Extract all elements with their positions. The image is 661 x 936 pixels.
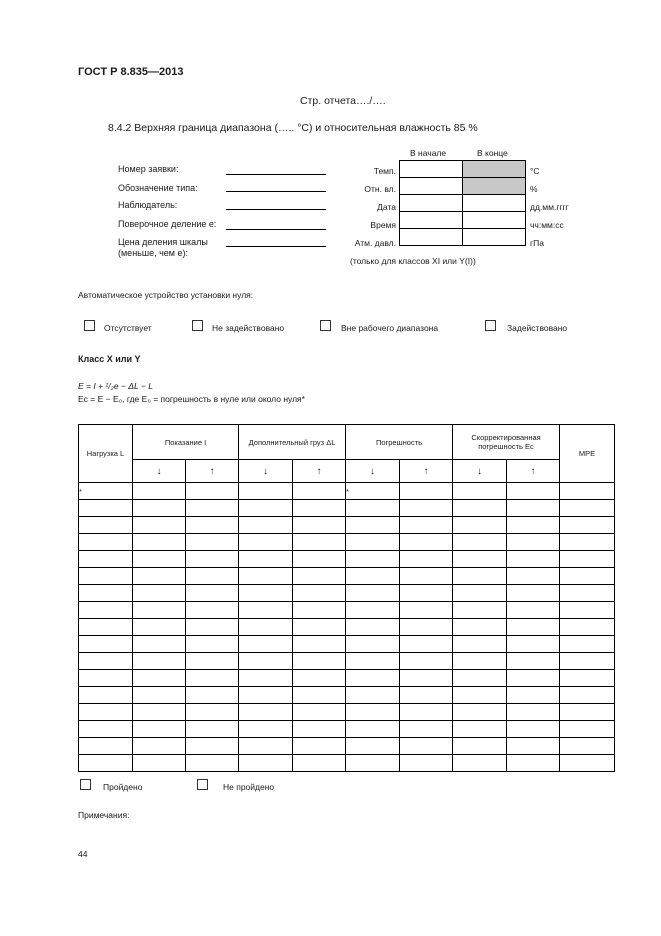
table-cell[interactable] [346,704,400,721]
env-label-pressure: Атм. давл. [354,238,396,248]
env-cell[interactable] [400,178,463,195]
table-cell[interactable] [507,670,560,687]
table-cell[interactable] [293,687,346,704]
table-cell[interactable] [79,670,133,687]
table-cell[interactable] [293,585,346,602]
zero-error-mark[interactable]: * [346,483,400,500]
label-failed: Не пройдено [223,782,275,792]
standard-title: ГОСТ Р 8.835—2013 [78,66,184,78]
table-cell[interactable] [186,738,239,755]
env-unit-humidity: % [530,184,538,194]
table-cell[interactable] [133,653,186,670]
table-row [79,653,615,670]
table-cell[interactable] [79,738,133,755]
env-cell[interactable] [463,229,526,246]
table-cell[interactable] [560,517,615,534]
field-label-scale-division: Цена деления шкалы [118,237,208,247]
table-cell[interactable] [79,653,133,670]
table-cell[interactable] [293,619,346,636]
table-cell[interactable] [133,636,186,653]
table-cell[interactable] [400,704,453,721]
table-cell[interactable] [293,738,346,755]
arrow-up-icon: ↑ [400,460,453,483]
table-cell[interactable] [239,551,293,568]
table-cell[interactable] [507,738,560,755]
table-cell[interactable] [346,585,400,602]
table-cell[interactable] [79,704,133,721]
table-cell[interactable] [293,534,346,551]
env-col-start: В начале [410,148,447,158]
table-cell[interactable] [453,653,507,670]
arrow-up-icon: ↑ [507,460,560,483]
env-cell[interactable] [463,212,526,229]
table-cell[interactable] [239,653,293,670]
table-row [79,602,615,619]
field-line-observer[interactable] [226,209,326,210]
table-cell[interactable] [453,619,507,636]
table-cell[interactable] [507,568,560,585]
table-cell[interactable] [133,500,186,517]
table-cell[interactable] [186,517,239,534]
table-cell[interactable] [453,670,507,687]
arrow-down-icon: ↓ [453,460,507,483]
env-cell-shaded [463,178,526,195]
table-cell[interactable] [346,653,400,670]
table-cell[interactable] [346,551,400,568]
table-cell[interactable] [453,721,507,738]
table-cell[interactable] [346,568,400,585]
field-line-type[interactable] [226,191,326,192]
table-cell[interactable] [346,755,400,772]
env-cell[interactable] [400,229,463,246]
zero-load-mark[interactable]: * [79,483,133,500]
table-cell[interactable] [79,534,133,551]
env-label-date: Дата [377,202,396,212]
table-cell[interactable] [133,517,186,534]
table-cell[interactable] [79,551,133,568]
table-cell[interactable] [400,551,453,568]
table-cell[interactable] [186,568,239,585]
table-cell[interactable] [239,755,293,772]
table-cell[interactable] [507,551,560,568]
table-cell[interactable] [560,568,615,585]
notes-label: Примечания: [78,810,130,820]
table-cell[interactable] [133,585,186,602]
table-cell[interactable] [400,670,453,687]
table-cell[interactable] [186,687,239,704]
table-cell[interactable] [186,619,239,636]
table-cell[interactable] [453,517,507,534]
table-row [79,619,615,636]
table-cell[interactable] [507,704,560,721]
table-cell[interactable] [507,755,560,772]
formula-error: E = I + ¹/₂e − ΔL − L [78,381,153,391]
checkbox-absent[interactable] [84,320,95,331]
table-cell[interactable] [453,602,507,619]
table-cell[interactable] [79,602,133,619]
env-cell-shaded [463,161,526,178]
table-cell[interactable] [79,755,133,772]
table-cell[interactable] [293,551,346,568]
label-used: Задействовано [507,323,568,333]
table-cell[interactable] [293,636,346,653]
table-cell[interactable] [79,500,133,517]
table-cell[interactable] [239,585,293,602]
arrow-down-icon: ↓ [239,460,293,483]
table-cell[interactable] [453,585,507,602]
env-cell[interactable] [400,161,463,178]
env-cell[interactable] [400,212,463,229]
table-cell[interactable] [507,619,560,636]
table-cell[interactable] [293,755,346,772]
table-cell[interactable] [400,517,453,534]
table-cell[interactable] [453,551,507,568]
checkbox-failed[interactable] [197,779,208,790]
table-row [79,534,615,551]
report-page-label: Стр. отчета…./…. [300,95,386,107]
table-cell[interactable] [293,721,346,738]
env-unit-date: дд.мм.гггг [530,202,569,212]
table-cell[interactable] [133,738,186,755]
table-cell[interactable] [560,619,615,636]
table-cell[interactable] [293,500,346,517]
table-cell[interactable] [453,534,507,551]
table-cell[interactable] [507,500,560,517]
table-cell[interactable] [560,585,615,602]
table-cell[interactable] [186,602,239,619]
table-cell[interactable] [346,500,400,517]
zero-device-title: Автоматическое устройство установки нуля: [78,290,254,300]
table-cell[interactable] [507,585,560,602]
env-note: (только для классов XI или Y(I)) [350,256,476,266]
env-label-humidity: Отн. вл. [364,184,396,194]
table-cell[interactable] [453,704,507,721]
table-cell[interactable] [400,755,453,772]
table-row [79,551,615,568]
header-load: Нагрузка L [79,425,133,483]
table-cell[interactable] [79,619,133,636]
table-row [79,704,615,721]
env-unit-temp: °С [530,166,540,176]
table-cell[interactable] [186,670,239,687]
table-cell[interactable] [239,670,293,687]
field-label-type: Обозначение типа: [118,183,198,193]
checkbox-out-of-range[interactable] [320,320,331,331]
table-cell[interactable] [507,653,560,670]
table-cell[interactable] [453,738,507,755]
table-cell[interactable] [560,500,615,517]
table-cell[interactable] [133,602,186,619]
arrow-up-icon: ↑ [186,460,239,483]
table-cell[interactable] [453,568,507,585]
field-line-scale-division[interactable] [226,246,326,247]
table-cell[interactable] [133,619,186,636]
table-cell[interactable] [239,517,293,534]
table-row [79,687,615,704]
table-cell[interactable] [133,704,186,721]
checkbox-used[interactable] [485,320,496,331]
table-row [79,483,615,500]
section-title: 8.4.2 Верхняя граница диапазона (….. °С) и относительная влажность 85 % [108,122,478,134]
table-cell[interactable] [400,636,453,653]
table-cell[interactable] [560,721,615,738]
table-row [79,755,615,772]
env-cell[interactable] [463,195,526,212]
header-indication: Показание I [133,425,239,460]
table-cell[interactable] [239,687,293,704]
table-cell[interactable] [560,602,615,619]
environment-grid [399,160,526,246]
table-cell[interactable] [560,551,615,568]
table-cell[interactable] [400,534,453,551]
table-cell[interactable] [346,670,400,687]
table-cell[interactable] [560,687,615,704]
table-cell[interactable] [186,534,239,551]
table-row [79,738,615,755]
table-cell[interactable] [186,653,239,670]
table-cell[interactable] [400,721,453,738]
table-cell[interactable] [346,636,400,653]
table-row [79,636,615,653]
table-cell[interactable] [400,602,453,619]
table-cell[interactable] [453,755,507,772]
field-line-verification-division[interactable] [226,229,326,230]
table-cell[interactable] [186,755,239,772]
table-cell[interactable] [239,534,293,551]
table-cell[interactable] [239,619,293,636]
field-label-verification-division: Поверочное деление е: [118,219,217,229]
measurement-table [78,424,615,772]
label-absent: Отсутствует [104,323,152,333]
checkbox-passed[interactable] [80,779,91,790]
table-cell[interactable] [293,653,346,670]
table-cell[interactable] [346,602,400,619]
env-unit-time: чч:мм:сс [530,220,564,230]
table-cell[interactable] [560,755,615,772]
table-cell[interactable] [400,653,453,670]
table-cell[interactable] [133,687,186,704]
table-cell[interactable] [186,551,239,568]
label-out-of-range: Вне рабочего диапазона [341,323,439,333]
table-cell[interactable] [560,704,615,721]
table-cell[interactable] [560,636,615,653]
field-line-request-number[interactable] [226,174,326,175]
table-cell[interactable] [346,534,400,551]
table-cell[interactable] [507,687,560,704]
env-label-time: Время [370,220,396,230]
table-row [79,517,615,534]
table-cell[interactable] [79,585,133,602]
table-cell[interactable] [400,500,453,517]
table-cell[interactable] [346,687,400,704]
table-cell[interactable] [79,517,133,534]
env-cell[interactable] [400,195,463,212]
table-cell[interactable] [560,670,615,687]
table-cell[interactable] [346,721,400,738]
env-col-end: В конце [477,148,508,158]
table-cell[interactable] [133,568,186,585]
table-cell[interactable] [239,500,293,517]
table-cell[interactable] [400,687,453,704]
table-cell[interactable] [186,500,239,517]
label-passed: Пройдено [103,782,143,792]
table-cell[interactable] [186,704,239,721]
table-cell[interactable] [79,568,133,585]
arrow-down-icon: ↓ [133,460,186,483]
table-cell[interactable] [293,602,346,619]
table-cell[interactable] [400,568,453,585]
table-cell[interactable] [507,636,560,653]
checkbox-not-used[interactable] [192,320,203,331]
arrow-down-icon: ↓ [346,460,400,483]
table-cell[interactable] [507,517,560,534]
table-cell[interactable] [79,636,133,653]
header-corrected-error: Скорректированная погрешность Eс [453,425,560,460]
table-cell[interactable] [239,738,293,755]
table-cell[interactable] [400,619,453,636]
table-cell[interactable] [346,738,400,755]
table-cell[interactable] [186,721,239,738]
table-cell[interactable] [239,704,293,721]
table-cell[interactable] [239,721,293,738]
table-cell[interactable] [507,721,560,738]
table-cell[interactable] [239,568,293,585]
table-cell[interactable] [560,653,615,670]
label-not-used: Не задействовано [212,323,285,333]
table-cell[interactable] [346,517,400,534]
table-cell[interactable] [186,636,239,653]
field-label-scale-division-note: (меньше, чем е): [118,248,188,258]
arrow-up-icon: ↑ [293,460,346,483]
table-cell[interactable] [560,738,615,755]
table-cell[interactable] [293,568,346,585]
table-cell[interactable] [133,551,186,568]
table-row [79,721,615,738]
table-cell[interactable] [239,602,293,619]
formula-corrected-error: Eс = E − E₀, где E₀ = погрешность в нуле или около нуля* [78,394,305,404]
table-cell[interactable] [133,755,186,772]
table-cell[interactable] [453,687,507,704]
header-error: Погрешность [346,425,453,460]
table-cell[interactable] [507,534,560,551]
field-label-observer: Наблюдатель: [118,200,178,210]
table-cell[interactable] [79,687,133,704]
field-label-request-number: Номер заявки: [118,164,179,174]
table-cell[interactable] [507,602,560,619]
table-cell[interactable] [186,585,239,602]
table-row [79,585,615,602]
table-row [79,670,615,687]
table-cell[interactable] [133,534,186,551]
table-cell[interactable] [453,500,507,517]
table-cell[interactable] [293,704,346,721]
table-cell[interactable] [133,670,186,687]
table-cell[interactable] [293,517,346,534]
env-unit-pressure: гПа [530,238,544,248]
table-cell[interactable] [133,721,186,738]
table-cell[interactable] [79,721,133,738]
table-cell[interactable] [560,534,615,551]
table-cell[interactable] [400,585,453,602]
class-title: Класс X или Y [78,354,141,364]
table-cell[interactable] [239,636,293,653]
table-cell[interactable] [346,619,400,636]
table-cell[interactable] [400,738,453,755]
table-cell[interactable] [453,636,507,653]
table-row [79,500,615,517]
env-label-temp: Темп. [373,166,396,176]
table-row [79,568,615,585]
header-additional-load: Дополнительный груз ΔL [239,425,346,460]
header-mpe: MPE [560,425,615,483]
page-number: 44 [78,849,88,859]
table-cell[interactable] [293,670,346,687]
